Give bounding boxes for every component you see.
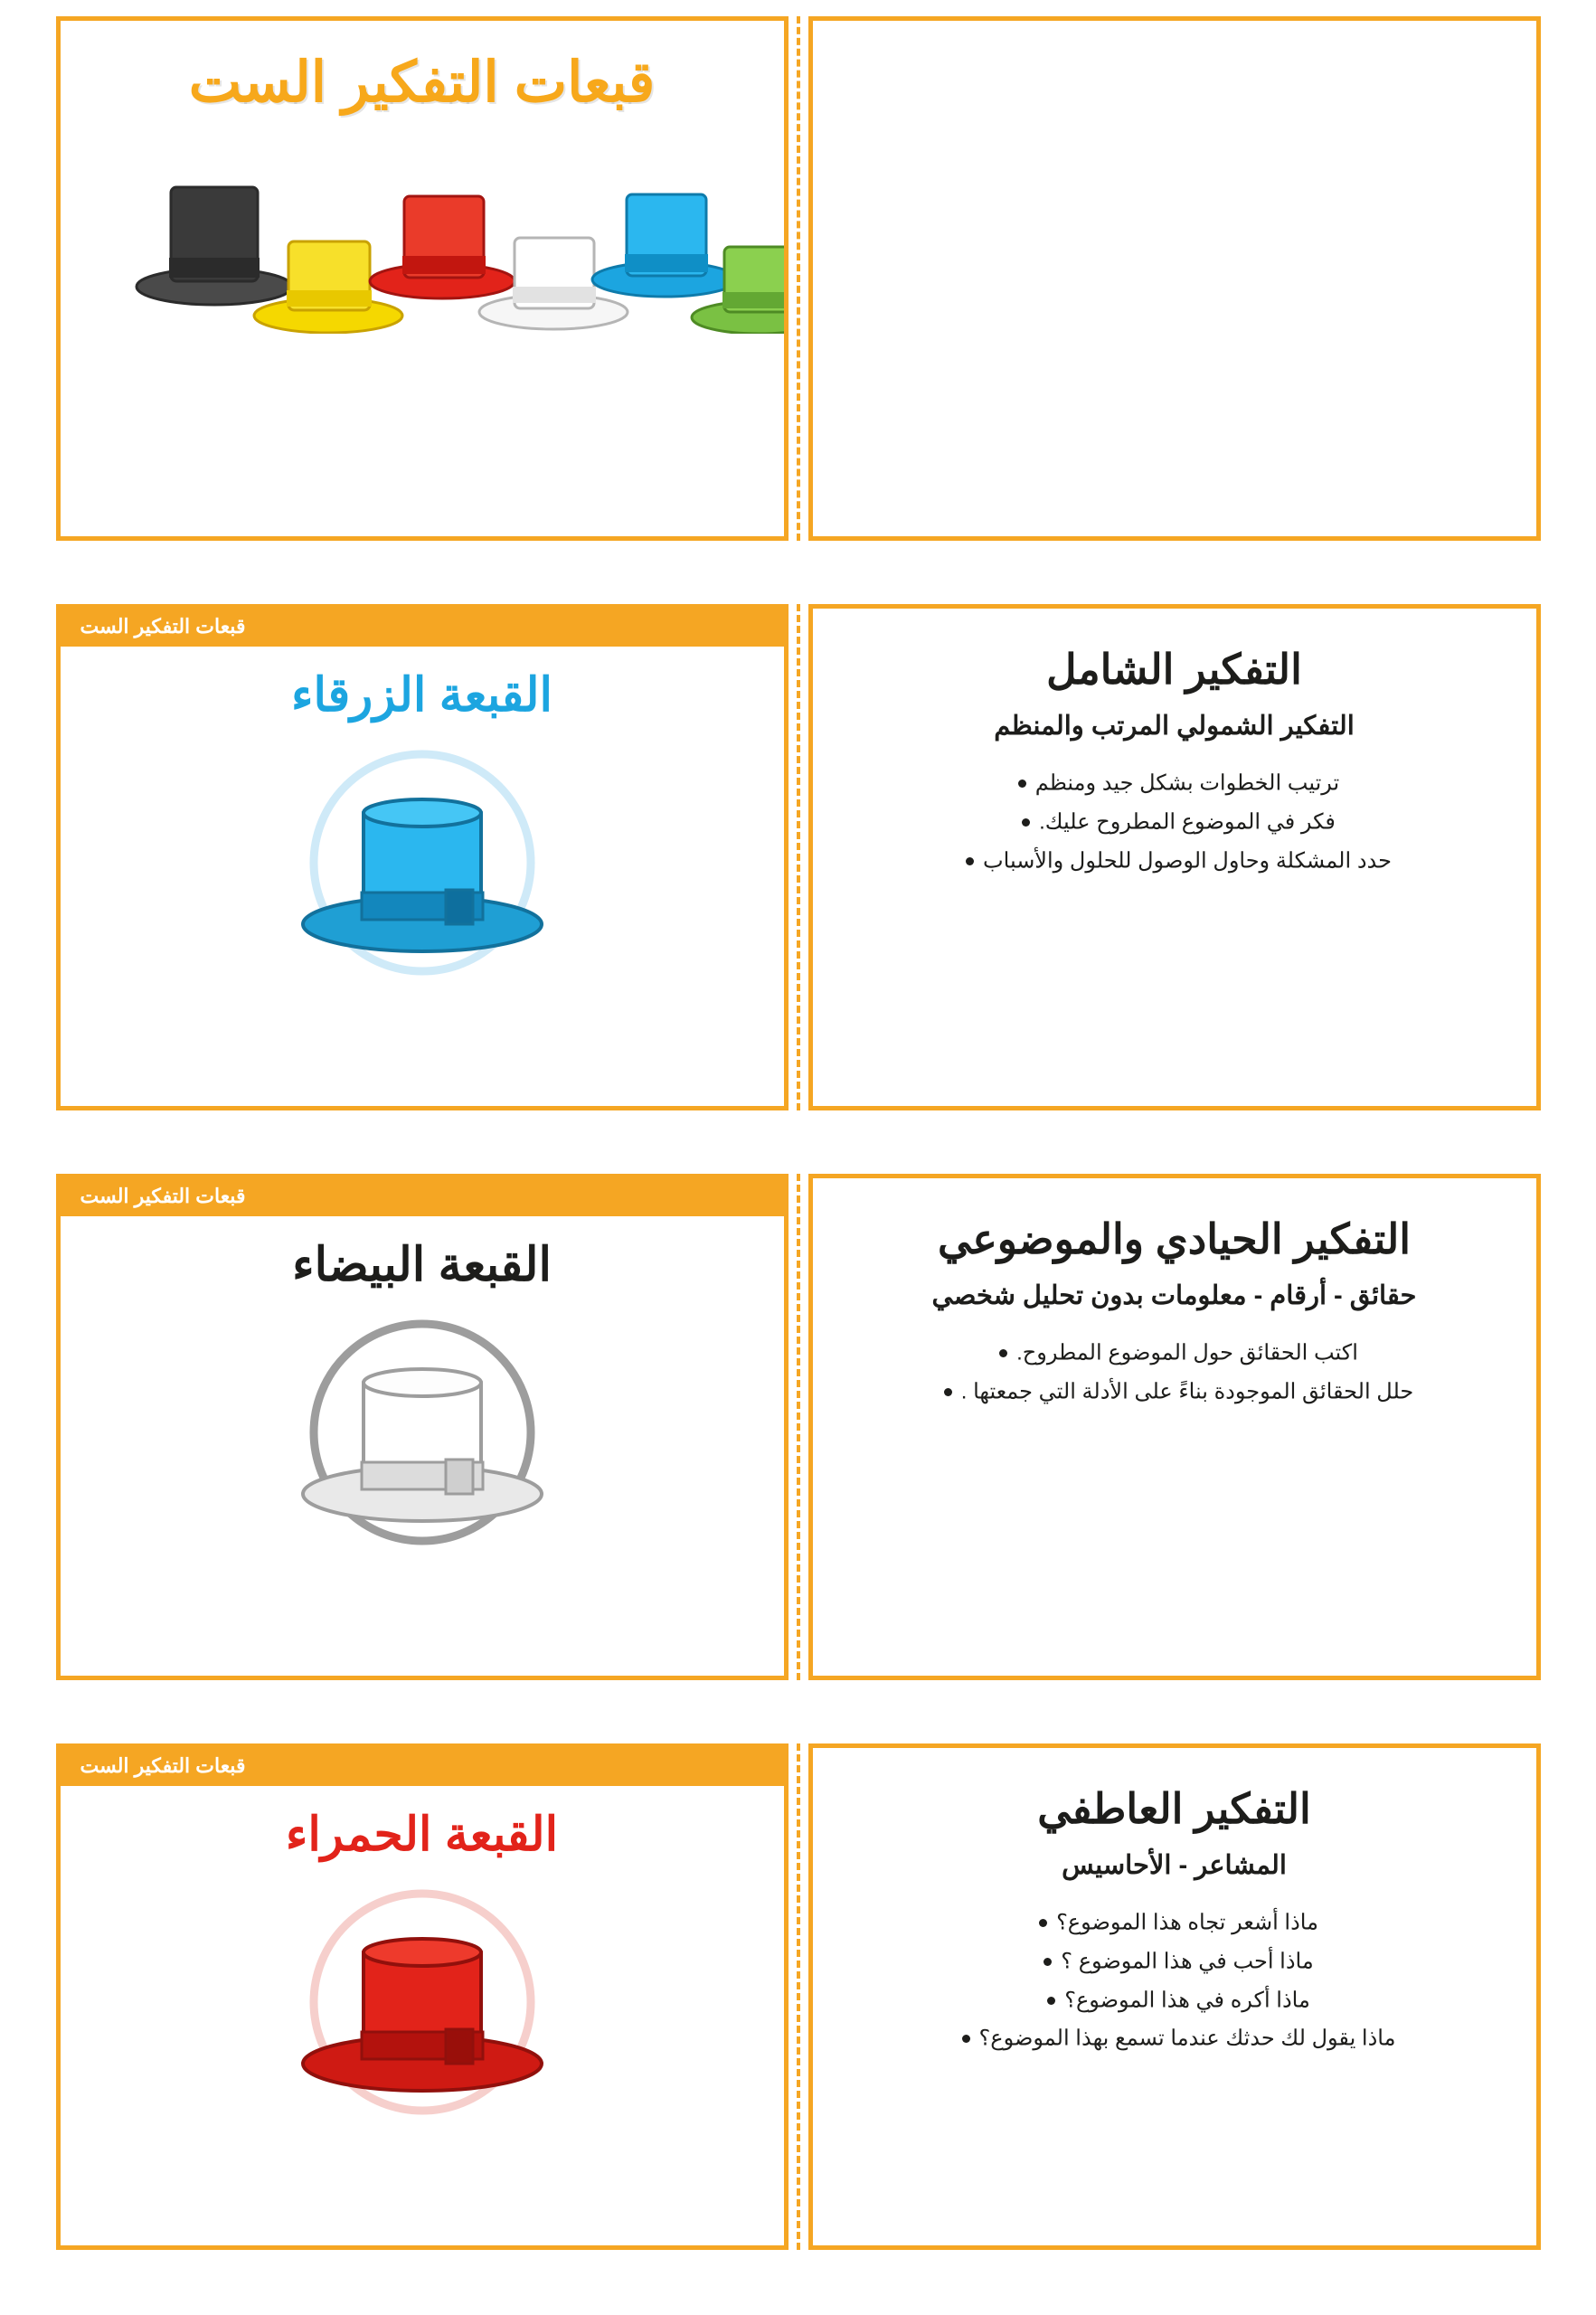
bullet-dot-icon bbox=[966, 857, 974, 865]
card-pair-white bbox=[20, 1174, 1576, 1680]
bullet-dot-icon bbox=[1018, 780, 1026, 788]
bullet-list-blue bbox=[844, 764, 1506, 880]
text-title-blue: التفكير الشامل bbox=[1046, 646, 1302, 693]
text-title-red: التفكير العاطفي bbox=[1037, 1785, 1311, 1832]
fold-line-blue bbox=[789, 604, 808, 1110]
fold-line-white bbox=[789, 1174, 808, 1680]
fold-line-red bbox=[789, 1743, 808, 2250]
bullet-dot-icon bbox=[999, 1349, 1007, 1357]
bullet-text: اكتب الحقائق حول الموضوع المطروح. bbox=[1016, 1340, 1358, 1365]
bullet-text: فكر في الموضوع المطروح عليك. bbox=[1039, 809, 1336, 835]
cover-hats-illustration bbox=[61, 144, 784, 334]
card-pair-cover bbox=[20, 16, 1576, 541]
picture-card-red bbox=[56, 1743, 789, 2250]
text-subtitle-blue: التفكير الشمولي المرتب والمنظم bbox=[994, 712, 1355, 742]
card-pair-red bbox=[20, 1743, 1576, 2250]
list-item bbox=[844, 1373, 1506, 1412]
bullet-list-red bbox=[844, 1904, 1506, 2058]
cover-back-blank-card bbox=[808, 16, 1541, 541]
hat-blue bbox=[592, 194, 737, 297]
list-item bbox=[844, 803, 1506, 842]
list-item bbox=[844, 1981, 1506, 2020]
text-card-white bbox=[808, 1174, 1541, 1680]
list-item bbox=[844, 1942, 1506, 1981]
list-item bbox=[844, 1334, 1506, 1373]
bullet-text: ترتيب الخطوات بشكل جيد ومنظم bbox=[1034, 770, 1340, 796]
bullet-list-white bbox=[844, 1334, 1506, 1411]
text-subtitle-red: المشاعر - الأحاسيس bbox=[1062, 1851, 1287, 1881]
picture-card-body bbox=[61, 1216, 784, 1676]
bullet-dot-icon bbox=[1039, 1919, 1047, 1927]
cover-title: قبعات التفكير الست bbox=[188, 52, 656, 114]
fold-line-cover bbox=[789, 16, 808, 541]
text-card-red bbox=[808, 1743, 1541, 2250]
card-header-label: قبعات التفكير الست bbox=[61, 609, 784, 647]
text-subtitle-white: حقائق - أرقام - معلومات بدون تحليل شخصي bbox=[931, 1281, 1417, 1311]
list-item bbox=[844, 764, 1506, 803]
list-item bbox=[844, 842, 1506, 881]
bullet-text: ماذا أكره في هذا الموضوع؟ bbox=[1064, 1988, 1310, 2013]
hat-illustration-white bbox=[232, 1297, 612, 1568]
card-header-label: قبعات التفكير الست bbox=[61, 1178, 784, 1216]
text-title-white: التفكير الحيادي والموضوعي bbox=[937, 1215, 1412, 1262]
bullet-dot-icon bbox=[962, 2035, 970, 2043]
list-item bbox=[844, 1904, 1506, 1942]
cover-card bbox=[56, 16, 789, 541]
hat-title-white: القبعة البيضاء bbox=[292, 1239, 552, 1291]
bullet-dot-icon bbox=[944, 1388, 952, 1396]
bullet-dot-icon bbox=[1044, 1958, 1052, 1966]
bullet-text: ماذا يقول لك حدثك عندما تسمع بهذا الموضوع؟ bbox=[978, 2026, 1396, 2051]
bullet-text: حلل الحقائق الموجودة بناءً على الأدلة التي جمعتها . bbox=[960, 1379, 1414, 1404]
card-pair-blue bbox=[20, 604, 1576, 1110]
bullet-text: حدد المشكلة وحاول الوصول للحلول والأسباب bbox=[983, 848, 1392, 874]
hat-title-red: القبعة الحمراء bbox=[285, 1809, 559, 1861]
picture-card-blue bbox=[56, 604, 789, 1110]
picture-card-white bbox=[56, 1174, 789, 1680]
card-header-label: قبعات التفكير الست bbox=[61, 1748, 784, 1786]
hat-red bbox=[370, 196, 515, 298]
list-item bbox=[844, 2019, 1506, 2058]
hat-illustration-blue bbox=[232, 727, 612, 998]
bullet-text: ماذا أشعر تجاه هذا الموضوع؟ bbox=[1056, 1910, 1318, 1935]
bullet-text: ماذا أحب في هذا الموضوع ؟ bbox=[1061, 1949, 1314, 1974]
hat-title-blue: القبعة الزرقاء bbox=[291, 669, 552, 722]
bullet-dot-icon bbox=[1022, 818, 1030, 827]
picture-card-body bbox=[61, 647, 784, 1106]
hat-illustration-red bbox=[232, 1866, 612, 2138]
hat-black bbox=[137, 187, 292, 305]
picture-card-body bbox=[61, 1786, 784, 2245]
bullet-dot-icon bbox=[1047, 1997, 1055, 2005]
text-card-blue bbox=[808, 604, 1541, 1110]
